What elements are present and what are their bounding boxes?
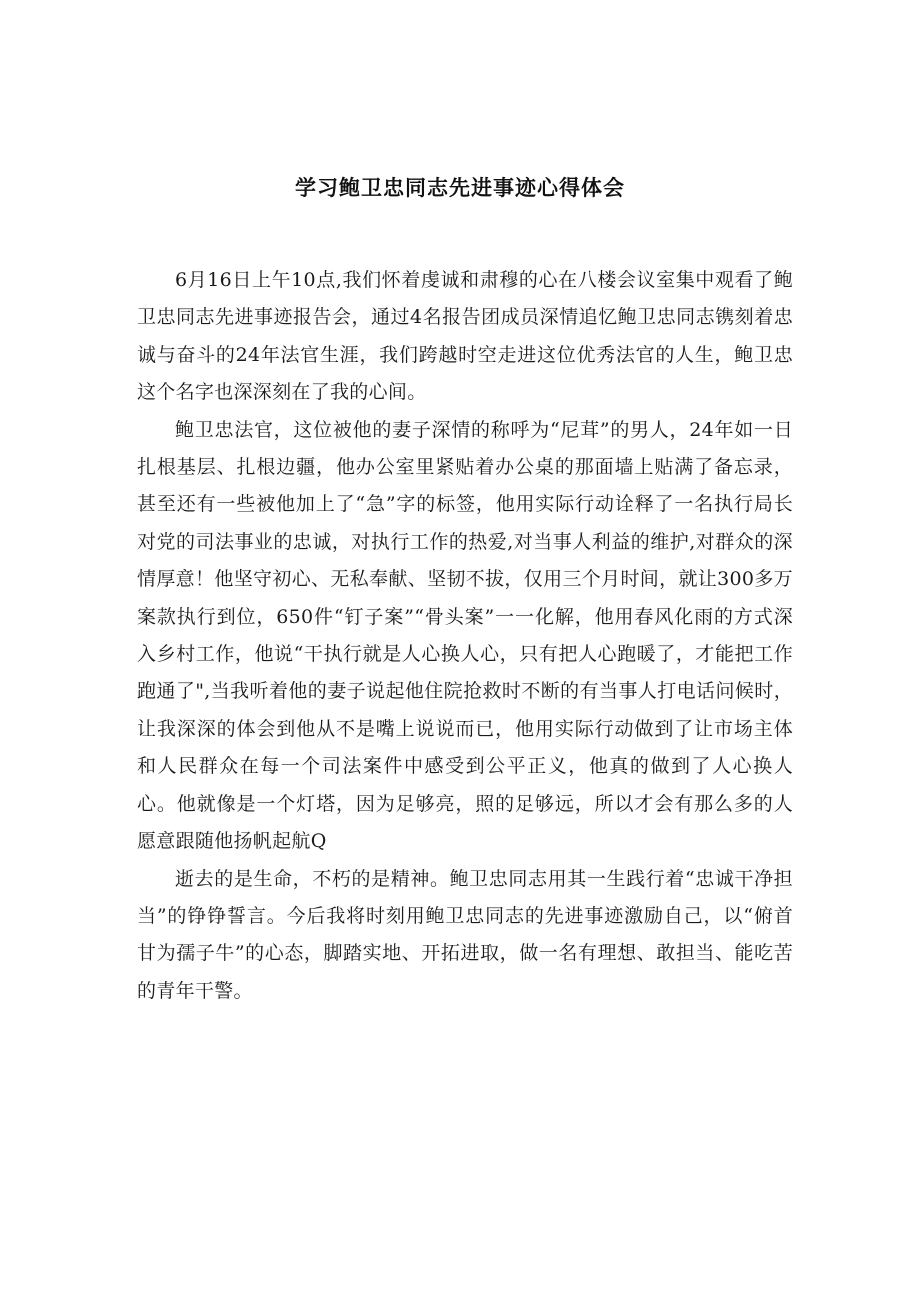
document-body xyxy=(137,262,793,1010)
paragraph-2: 鲍卫忠法官，这位被他的妻子深情的称呼为“尼茸”的男人，24年如一日扎根基层、扎根边疆，他办公室里紧贴着办公桌的那面墙上贴满了备忘录，甚至还有一些被他加上了“急”字的标签，他用实际行动诠释了一名执行局长对党的司法事业的忠诚，对执行工作的热爱,对当事人利益的维护,对群众的深情厚意！他坚守初心、无私奉献、坚韧不拔，仅用三个月时间，就让300多万案款执行到位，650件“钉子案”“骨头案”一一化解，他用春风化雨的方式深入乡村工作，他说“干执行就是人心换人心，只有把人心跑暖了，才能把工作跑通了",当我听着他的妻子说起他住院抢救时不断的有当事人打电话问候时，让我深深的体会到他从不是嘴上说说而已，他用实际行动做到了让市场主体和人民群众在每一个司法案件中感受到公平正义，他真的做到了人心换人心。他就像是一个灯塔，因为足够亮，照的足够远，所以才会有那么多的人愿意跟随他扬帆起航Q xyxy=(137,418,793,853)
paragraph-3: 逝去的是生命，不朽的是精神。鲍卫忠同志用其一生践行着“忠诚干净担当”的铮铮誓言。今后我将时刻用鲍卫忠同志的先进事迹激励自己，以“俯首甘为孺子牛”的心态，脚踏实地、开拓进取，做一名有理想、敢担当、能吃苦的青年干警。 xyxy=(137,867,793,1002)
paragraph-1: 6月16日上午10点,我们怀着虔诚和肃穆的心在八楼会议室集中观看了鲍卫忠同志先进事迹报告会，通过4名报告团成员深情追忆鲍卫忠同志镌刻着忠诚与奋斗的24年法官生涯，我们跨越时空走进这位优秀法官的人生，鲍卫忠这个名字也深深刻在了我的心间。 xyxy=(137,269,793,404)
document-title: 学习鲍卫忠同志先进事迹心得体会 xyxy=(295,176,625,200)
